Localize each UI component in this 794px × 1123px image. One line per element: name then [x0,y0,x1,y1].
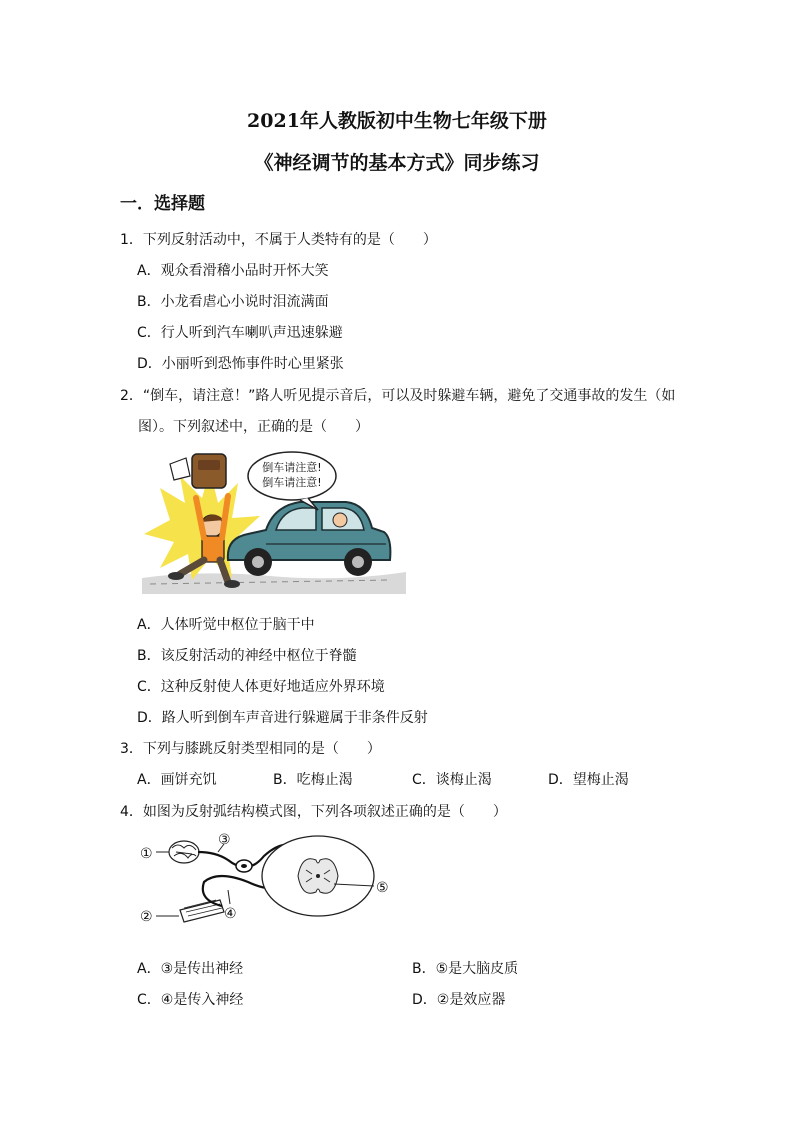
question-3-option-d: D．望梅止渴 [548,772,629,788]
question-2-stem-line2: 图）。下列叙述中，正确的是（ ） [138,419,369,435]
question-2-stem-line1: 2．“倒车，请注意！”路人听见提示音后，可以及时躲避车辆，避免了交通事故的发生（如 [120,388,676,404]
question-2-option-d: D．路人听到倒车声音进行躲避属于非条件反射 [137,710,428,726]
question-1-option-a: A．观众看滑稽小品时开怀大笑 [137,263,329,279]
question-4-option-d: D．②是效应器 [412,992,506,1008]
question-1-stem: 1．下列反射活动中，不属于人类特有的是（ ） [120,232,437,248]
question-3-option-b: B．吃梅止渴 [273,772,353,788]
section-heading-choice: 一．选择题 [120,194,205,214]
question-4-stem: 4．如图为反射弧结构模式图，下列各项叙述正确的是（ ） [120,804,507,820]
question-1-option-c: C．行人听到汽车喇叭声迅速躲避 [137,325,343,341]
question-2-option-b: B．该反射活动的神经中枢位于脊髓 [137,648,357,664]
bubble-text-line1: 倒车请注意! [262,461,322,474]
question-2-option-c: C．这种反射使人体更好地适应外界环境 [137,679,385,695]
question-4-option-b: B．⑤是大脑皮质 [412,961,519,977]
question-4-option-a: A．③是传出神经 [137,961,244,977]
question-1-option-b: B．小龙看虐心小说时泪流满面 [137,294,329,310]
label-4: ④ [224,906,237,922]
question-3-stem: 3．下列与膝跳反射类型相同的是（ ） [120,741,381,757]
question-3-option-a: A．画饼充饥 [137,772,217,788]
question-3-option-c: C．谈梅止渴 [412,772,492,788]
reversing-car-illustration [140,448,408,598]
label-2: ② [140,909,153,925]
question-1-option-d: D．小丽听到恐怖事件时心里紧张 [137,356,344,372]
question-4-option-c: C．④是传入神经 [137,992,244,1008]
question-2-option-a: A．人体听觉中枢位于脑干中 [137,617,315,633]
page-title-line2: 《神经调节的基本方式》同步练习 [254,152,540,174]
reflex-arc-diagram [138,830,404,940]
label-1: ① [140,846,153,862]
label-5: ⑤ [376,880,389,896]
page-title-line1: 2021年人教版初中生物七年级下册 [247,110,547,132]
label-3: ③ [218,832,231,848]
bubble-text-line2: 倒车请注意! [262,476,322,489]
